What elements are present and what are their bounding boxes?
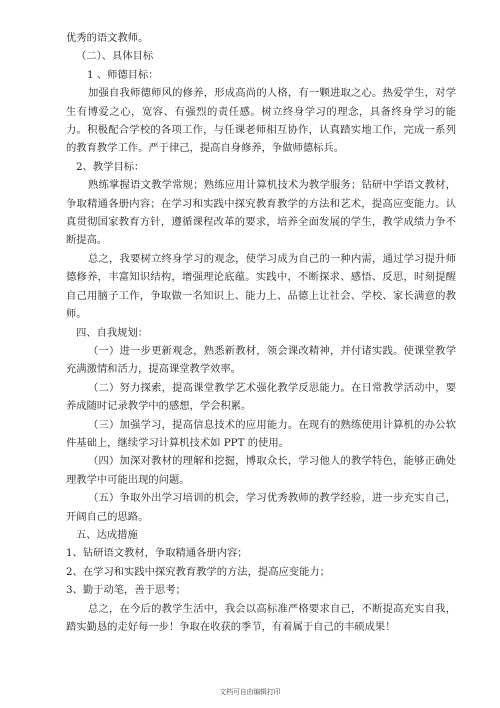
- heading-ethics-goal: 1 、师德目标：: [87, 68, 159, 81]
- paragraph-teaching: 熟练掌握语文教学常规；熟练应用计算机技术为教学服务；钻研中学语文教材，争取精通各册内容；在学习和实践中探究教育教学的方法和艺术，提高应变能力。认真贯彻国家教育方针，遵循课程改革的要求，培养全面发展的学生，教学成绩力争不断提高。: [66, 179, 456, 247]
- plan-item-3: （三）加强学习，提高信息技术的应用能力。在现有的熟练使用计算机的办公软件基础上，继续学习计算机技术如 PPT 的使用。: [66, 418, 456, 449]
- heading-teaching-goal: 2、教学目标：: [76, 160, 145, 173]
- page-footer: 文档可自由编辑打印: [219, 688, 281, 696]
- paragraph-summary: 总之，我要树立终身学习的观念，使学习成为自己的一种内需，通过学习提升师德修养，丰富知识结构，增强理论底蕴。实践中，不断探求、感悟、反思，时刻提醒自己用脑子工作，争取做一名知识上、能力上、品德上让社会、学校、家长满意的教师。: [66, 252, 456, 321]
- plan-item-5: （五）争取外出学习培训的机会，学习优秀教师的教学经验，进一步充实自己，开阔自己的思路。: [66, 492, 456, 523]
- measure-item-2: 2、在学习和实践中探究教育教学的方法，提高应变能力；: [66, 565, 330, 578]
- plan-item-1: （一）进一步更新观念，熟悉新教材，领会课改精神，并付诸实践。使课堂教学充满激情和活力，提高课堂教学效率。: [66, 344, 456, 376]
- document-body: [66, 29, 456, 636]
- heading-measures: 五、达成措施: [76, 528, 138, 541]
- heading-specific-goals: （二）、具体目标: [76, 50, 154, 63]
- paragraph-continuation: 优秀的语文教师。: [66, 32, 149, 44]
- paragraph-conclusion: 总之，在今后的教学生活中，我会以高标准严格要求自己，不断提高充实自我，踏实勤恳的走好每一步！争取在收获的季节，有着属于自己的丰硕成果！: [66, 602, 456, 633]
- paragraph-ethics: 加强自我师德师风的修养，形成高尚的人格，有一颗进取之心。热爱学生，对学生有博爱之心，宽容、有强烈的责任感。树立终身学习的理念，具备终身学习的能力。积极配合学校的各项工作，与任课老师相互协作，认真踏实地工作，完成一系列的教育教学工作。严于律己，提高自身修养，争做师德标兵。: [66, 87, 456, 155]
- measure-item-1: 1、钻研语文教材，争取精通各册内容；: [66, 547, 248, 560]
- heading-self-plan: 四、自我规划：: [76, 326, 149, 339]
- plan-item-2: （二）努力探索，提高课堂教学艺术强化教学反思能力。在日常教学活动中，要养成随时记录教学中的感想，学会积累。: [66, 381, 456, 413]
- measure-item-3: 3、勤于动笔，善于思考；: [66, 584, 186, 597]
- plan-item-4: （四）加深对教材的理解和挖掘，博取众长，学习他人的教学特色，能够正确处理教学中可能出现的问题。: [66, 455, 456, 486]
